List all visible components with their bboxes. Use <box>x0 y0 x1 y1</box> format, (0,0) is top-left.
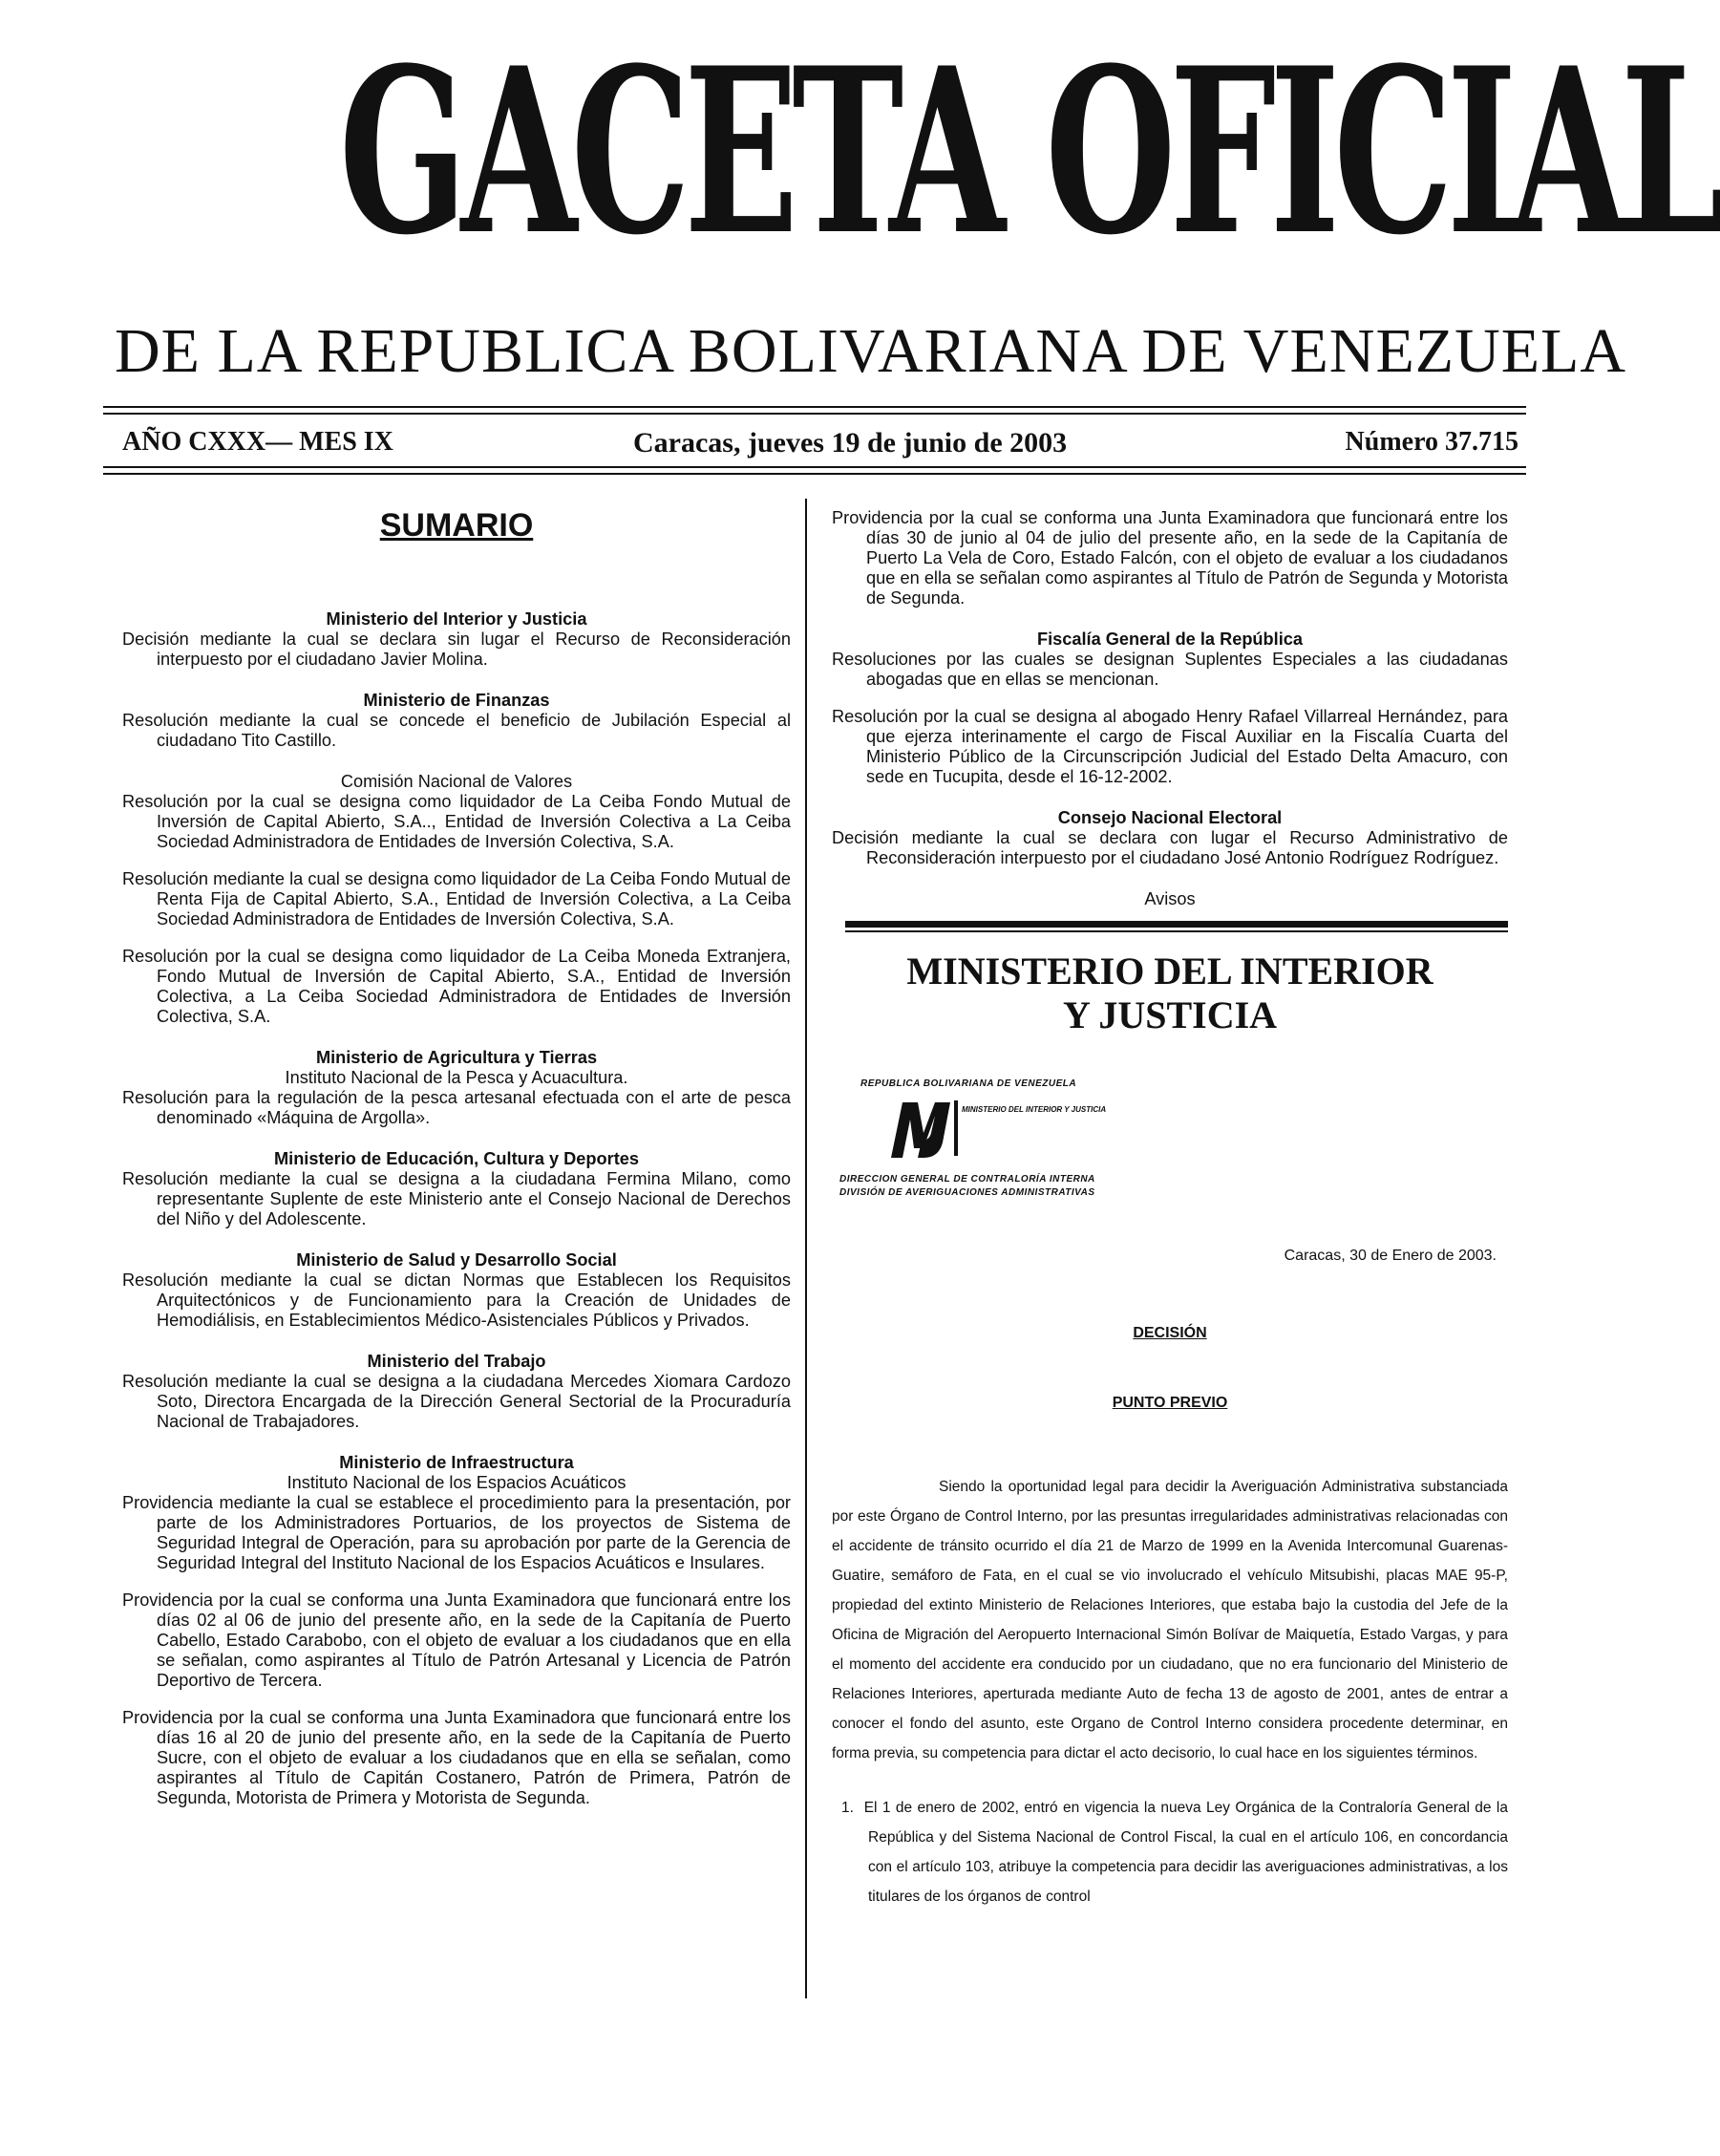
sumario-entry <box>122 609 791 670</box>
decision-point-1 <box>832 1793 1508 1911</box>
column-divider <box>805 499 807 1998</box>
point-text: El 1 de enero de 2002, entró en vigencia la nueva Ley Orgánica de la Contraloría General de la República y del Sistema Nacional de Control Fiscal, la cual en el artículo 106, en concordancia con el artículo 103, atribuye la competencia para decidir las averiguaciones administrativas, a los titulares de los órganos de control <box>863 1800 1508 1905</box>
punto-previo-heading: PUNTO PREVIO <box>1112 1395 1228 1411</box>
entry-item: Resolución mediante la cual se designa a la ciudadana Mercedes Xiomara Cardozo Soto, Directora Encargada de la Dirección General Sectorial de la Procuraduría Nacional de Trabajadores. <box>122 1372 791 1431</box>
entry-item: Resolución por la cual se designa como liquidador de La Ceiba Moneda Extranjera, Fondo Mutual de Inversión de Capital Abierto, S.A., Entidad de Inversión Colectiva, a La Ceiba Sociedad Administradora de Entidades de Inversión Colectiva, S.A. <box>122 947 791 1026</box>
entry-item: Resolución mediante la cual se dictan Normas que Establecen los Requisitos Arquitectónicos y de Funcionamiento para la Creación de Unidades de Hemodiálisis, en Establecimientos Médico-Asistenciales Públicos y Privados. <box>122 1270 791 1330</box>
entry-heading: Consejo Nacional Electoral <box>1057 808 1283 827</box>
entry-heading: Ministerio de Salud y Desarrollo Social <box>296 1250 617 1270</box>
ministry-heading <box>832 950 1508 1037</box>
entry-heading: Ministerio de Agricultura y Tierras <box>315 1048 598 1067</box>
decision-body <box>832 1472 1508 1911</box>
sumario-entry <box>122 1048 791 1128</box>
point-number: 1. <box>841 1800 854 1816</box>
section-bar <box>845 921 1508 932</box>
entry-heading: Ministerio de Educación, Cultura y Deportes <box>273 1149 639 1168</box>
decision-heading: DECISIÓN <box>1133 1325 1207 1341</box>
ministry-line2: Y JUSTICIA <box>1062 993 1278 1036</box>
entry-heading: Ministerio de Finanzas <box>363 691 550 710</box>
entry-subheading: Instituto Nacional de la Pesca y Acuacultura. <box>285 1068 628 1087</box>
document-date: Caracas, 30 de Enero de 2003. <box>1284 1248 1497 1264</box>
entry-item: Resolución mediante la cual se designa como liquidador de La Ceiba Fondo Mutual de Renta Fija de Capital Abierto, S.A., Entidad de Inversión Colectiva, a La Ceiba Sociedad Administradora de Entidades de Inversión Colectiva, S.A. <box>122 869 791 929</box>
entry-item: Resolución para la regulación de la pesca artesanal efectuada con el arte de pesca denominado «Máquina de Argolla». <box>122 1088 791 1127</box>
sumario-entry <box>122 1149 791 1229</box>
decision-paragraph: Siendo la oportunidad legal para decidir la Averiguación Administrativa substanciada por este Órgano de Control Interno, por las presuntas irregularidades administrativas relacionadas con el accidente de tránsito ocurrido el día 21 de Marzo de 1999 en la Avenida Intercomunal Guarenas-Guatire, semáforo de Fata, en el cual se vio involucrado el vehículo Mitsubishi, placas MAE 95-P, propiedad del extinto Ministerio de Relaciones Interiores, que estaba bajo la custodia del Jefe de la Oficina de Migración del Aeropuerto Internacional Simón Bolívar de Maiquetía, Estado Vargas, y para el momento del accidente era conducido por un ciudadano, que no era funcionario del Ministerio de Relaciones Interiores, aperturada mediante Auto de fecha 13 de agosto de 2001, antes de entrar a conocer el fondo del asunto, este Organo de Control Interno considera procedente determinar, en forma previa, su competencia para dictar el acto decisorio, lo cual hace en los siguientes términos. <box>832 1479 1508 1761</box>
sumario-entry <box>832 808 1508 868</box>
top-rule <box>103 406 1526 408</box>
entry-item: Resolución por la cual se designa como liquidador de La Ceiba Fondo Mutual de Inversión de Capital Abierto, S.A.., Entidad de Inversión Colectiva a La Ceiba Sociedad Administradora de Entidades de Inversión Colectiva, S.A. <box>122 792 791 851</box>
entry-item: Providencia por la cual se conforma una Junta Examinadora que funcionará entre los días 30 de junio al 04 de julio del presente año, en la sede de la Capitanía de Puerto La Vela de Coro, Estado Falcón, con el objeto de evaluar a los ciudadanos que en ella se señalan como aspirantes al Título de Patrón de Segunda y Motorista de Segunda. <box>832 508 1508 608</box>
bottom-rule <box>103 466 1526 468</box>
sumario-left-column <box>122 506 791 1829</box>
sumario-entry <box>122 1352 791 1432</box>
year-month: AÑO CXXX— MES IX <box>122 427 393 457</box>
sumario-entry <box>122 691 791 751</box>
entry-item: Resoluciones por las cuales se designan Suplentes Especiales a las ciudadanas abogadas que en ellas se mencionan. <box>832 650 1508 689</box>
right-column <box>832 508 1508 1911</box>
masthead-subtitle: DE LA REPUBLICA BOLIVARIANA DE VENEZUELA <box>115 316 1627 386</box>
place-date: Caracas, jueves 19 de junio de 2003 <box>633 427 1068 459</box>
entry-item: Decisión mediante la cual se declara sin lugar el Recurso de Reconsideración interpuesto por el ciudadano Javier Molina. <box>122 630 791 669</box>
mij-logo-icon <box>885 1095 1107 1162</box>
sumario-entry <box>122 1453 791 1808</box>
logo-direction-text: DIRECCION GENERAL DE CONTRALORÍA INTERNA <box>839 1174 1095 1185</box>
entry-item: Decisión mediante la cual se declara con lugar el Recurso Administrativo de Reconsideración interpuesto por el ciudadano José Antonio Rodríguez Rodríguez. <box>832 828 1508 867</box>
logo-side-text: MINISTERIO DEL INTERIOR Y JUSTICIA <box>962 1105 1107 1114</box>
entry-item: Resolución por la cual se designa al abogado Henry Rafael Villarreal Hernández, para que ejerza interinamente el cargo de Fiscal Auxiliar en la Fiscalía Cuarta del Ministerio Público de la Circunscripción Judicial del Estado Delta Amacuro, con sede en Tucupita, desde el 16-12-2002. <box>832 707 1508 786</box>
issue-number: Número 37.715 <box>1345 427 1518 457</box>
logo-republic-text: REPUBLICA BOLIVARIANA DE VENEZUELA <box>860 1078 1077 1089</box>
entry-item: Resolución mediante la cual se concede el beneficio de Jubilación Especial al ciudadano Tito Castillo. <box>122 711 791 750</box>
sumario-entry <box>832 508 1508 608</box>
entry-heading: Ministerio del Interior y Justicia <box>326 609 587 629</box>
sumario-entry <box>122 772 791 1027</box>
entry-heading: Ministerio del Trabajo <box>367 1352 546 1371</box>
ministry-logo <box>839 1074 1508 1207</box>
bottom-rule-2 <box>103 473 1526 475</box>
top-rule-2 <box>103 413 1526 415</box>
right-entries <box>832 508 1508 868</box>
avisos-label: Avisos <box>1144 889 1196 908</box>
sumario-entry <box>122 1250 791 1331</box>
left-entries <box>122 609 791 1808</box>
sumario-title: SUMARIO <box>379 507 534 544</box>
sumario-entry <box>832 630 1508 787</box>
masthead-title: GACETA OFICIAL <box>338 19 1720 286</box>
entry-subheading: Comisión Nacional de Valores <box>340 772 573 791</box>
entry-heading: Fiscalía General de la República <box>1037 630 1303 649</box>
entry-item: Resolución mediante la cual se designa a la ciudadana Fermina Milano, como representante Suplente de este Ministerio ante el Consejo Nacional de Derechos del Niño y del Adolescente. <box>122 1169 791 1228</box>
entry-item: Providencia mediante la cual se establece el procedimiento para la presentación, por parte de los Administradores Portuarios, de los proyectos de Sistema de Seguridad Integral de Operación, para su aprobación por parte de la Gerencia de Seguridad Integral del Instituto Nacional de los Espacios Acuáticos e Insulares. <box>122 1493 791 1572</box>
ministry-line1: MINISTERIO DEL INTERIOR <box>906 950 1433 993</box>
entry-item: Providencia por la cual se conforma una Junta Examinadora que funcionará entre los días 02 al 06 de junio del presente año, en la sede de la Capitanía de Puerto Cabello, Estado Carabobo, con el objeto de evaluar a los ciudadanos que en ella se señalan, como aspirantes al Título de Patrón Artesanal y Licencia de Patrón Deportivo de Tercera. <box>122 1590 791 1690</box>
dateline <box>103 427 1526 465</box>
entry-subheading: Instituto Nacional de los Espacios Acuáticos <box>287 1473 626 1492</box>
entry-heading: Ministerio de Infraestructura <box>339 1453 574 1472</box>
logo-division-text: DIVISIÓN DE AVERIGUACIONES ADMINISTRATIVAS <box>839 1187 1095 1198</box>
entry-item: Providencia por la cual se conforma una Junta Examinadora que funcionará entre los días 16 al 20 de junio del presente año, en la sede de la Capitanía de Puerto Sucre, con el objeto de evaluar a los ciudadanos que en ella se señalan, como aspirantes al Título de Capitán Costanero, Patrón de Primera, Patrón de Segunda, Motorista de Primera y Motorista de Segunda. <box>122 1708 791 1807</box>
